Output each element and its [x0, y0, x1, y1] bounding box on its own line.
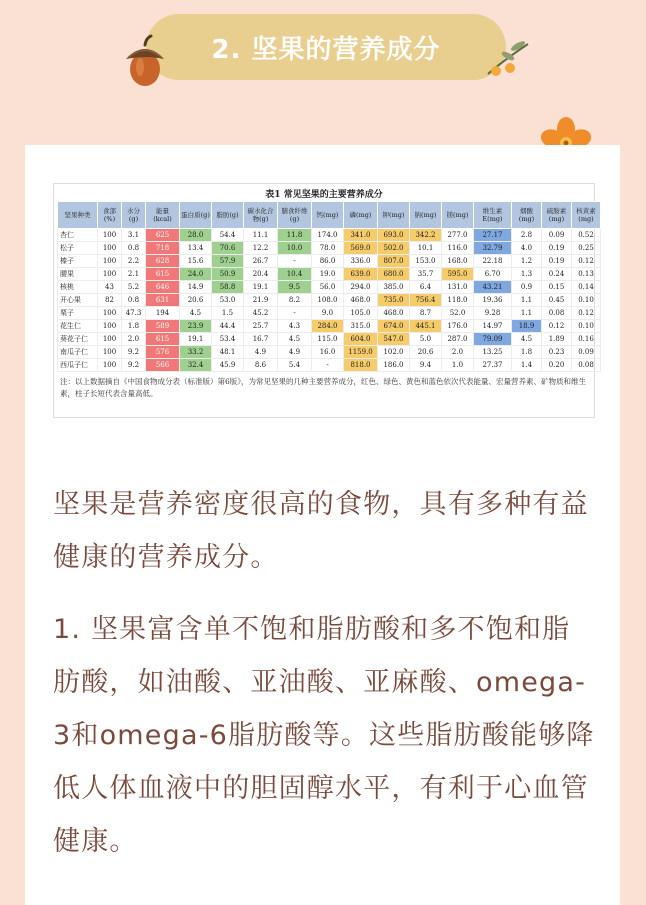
table-cell: 100: [98, 307, 122, 320]
table-cell: 9.2: [122, 346, 146, 359]
table-cell: 100: [98, 242, 122, 255]
paragraph-intro: 坚果是营养密度很高的食物，具有多种有益健康的营养成分。: [53, 489, 589, 573]
table-cell: 0.08: [542, 307, 572, 320]
table-cell: 100: [98, 268, 122, 281]
table-cell: 4.9: [244, 346, 278, 359]
table-row: [58, 255, 601, 268]
table-cell: 19.0: [312, 268, 344, 281]
table-cell: 468.0: [378, 307, 410, 320]
nut-name-cell: 榛子: [58, 255, 98, 268]
table-cell: 277.0: [442, 229, 474, 242]
table-header-cell: 烟酸(mg): [512, 202, 542, 229]
table-cell: 9.4: [410, 359, 442, 372]
table-cell: 21.9: [244, 294, 278, 307]
table-title: 表1 常见坚果的主要营养成分: [265, 190, 383, 200]
table-cell: 50.9: [212, 268, 244, 281]
table-cell: 718: [146, 242, 180, 255]
table-header-cell: 钾(mg): [378, 202, 410, 229]
table-cell: 45.9: [212, 359, 244, 372]
table-cell: 1.5: [212, 307, 244, 320]
table-cell: 9.0: [312, 307, 344, 320]
table-cell: 100: [98, 333, 122, 346]
table-cell: 0.14: [572, 281, 601, 294]
table-cell: 43.21: [474, 281, 512, 294]
table-cell: 10.4: [278, 268, 312, 281]
nutrition-table-image: [53, 183, 595, 418]
table-cell: 48.1: [212, 346, 244, 359]
table-cell: 58.8: [212, 281, 244, 294]
table-cell: 625: [146, 229, 180, 242]
table-cell: 569.0: [344, 242, 378, 255]
table-cell: -: [278, 307, 312, 320]
table-cell: 4.0: [512, 242, 542, 255]
table-cell: 52.0: [442, 307, 474, 320]
table-header-cell: 食部(%): [98, 202, 122, 229]
table-cell: 0.25: [572, 242, 601, 255]
table-cell: 0.9: [512, 281, 542, 294]
table-header-cell: 维生素E(mg): [474, 202, 512, 229]
table-cell: 194: [146, 307, 180, 320]
table-header-cell: 镁(mg): [442, 202, 474, 229]
table-cell: 27.37: [474, 359, 512, 372]
table-cell: 595.0: [442, 268, 474, 281]
table-header-cell: 蛋白质(g): [180, 202, 212, 229]
table-cell: 2.1: [122, 268, 146, 281]
table-cell: 8.7: [410, 307, 442, 320]
table-cell: 639.0: [344, 268, 378, 281]
table-cell: 33.2: [180, 346, 212, 359]
table-cell: 0.45: [542, 294, 572, 307]
table-row: [58, 333, 601, 346]
table-cell: 1.3: [512, 268, 542, 281]
table-cell: 0.09: [542, 229, 572, 242]
table-cell: 86.0: [312, 255, 344, 268]
table-cell: 1.0: [442, 359, 474, 372]
table-cell: 576: [146, 346, 180, 359]
table-cell: 4.9: [278, 346, 312, 359]
table-row: [58, 229, 601, 242]
table-header-cell: 脂肪(g): [212, 202, 244, 229]
table-cell: 566: [146, 359, 180, 372]
table-cell: 19.36: [474, 294, 512, 307]
nut-name-cell: 杏仁: [58, 229, 98, 242]
table-header-cell: 水分(g): [122, 202, 146, 229]
table-cell: 336.0: [344, 255, 378, 268]
table-cell: 2.2: [122, 255, 146, 268]
table-cell: 631: [146, 294, 180, 307]
section-title: 2. 坚果的营养成分: [211, 34, 441, 65]
table-cell: 108.0: [312, 294, 344, 307]
table-cell: 26.7: [244, 255, 278, 268]
table-cell: 19.1: [244, 281, 278, 294]
table-cell: 53.0: [212, 294, 244, 307]
table-cell: 4.5: [278, 333, 312, 346]
table-cell: 615: [146, 333, 180, 346]
table-cell: -: [278, 255, 312, 268]
table-cell: 818.0: [344, 359, 378, 372]
table-cell: 0.12: [542, 320, 572, 333]
table-cell: 1.2: [512, 255, 542, 268]
table-cell: 341.0: [344, 229, 378, 242]
table-cell: 693.0: [378, 229, 410, 242]
acorn-icon: [117, 33, 173, 89]
nut-name-cell: 西瓜子仁: [58, 359, 98, 372]
table-cell: 0.24: [542, 268, 572, 281]
table-cell: 28.0: [180, 229, 212, 242]
nut-name-cell: 花生仁: [58, 320, 98, 333]
table-cell: 4.5: [180, 307, 212, 320]
table-cell: 0.09: [572, 346, 601, 359]
table-cell: 628: [146, 255, 180, 268]
table-cell: 1.1: [512, 294, 542, 307]
table-cell: 735.0: [378, 294, 410, 307]
table-header-cell: 钙(mg): [312, 202, 344, 229]
table-cell: 0.12: [572, 255, 601, 268]
table-cell: 24.0: [180, 268, 212, 281]
table-cell: 35.7: [410, 268, 442, 281]
table-cell: 12.2: [244, 242, 278, 255]
table-cell: 284.0: [312, 320, 344, 333]
table-header-cell: 能量(kcal): [146, 202, 180, 229]
table-cell: 174.0: [312, 229, 344, 242]
table-cell: 0.52: [572, 229, 601, 242]
table-cell: 0.19: [542, 255, 572, 268]
table-cell: 79.09: [474, 333, 512, 346]
table-cell: 445.1: [410, 320, 442, 333]
table-header-cell: 膳食纤维(g): [278, 202, 312, 229]
table-cell: 807.0: [378, 255, 410, 268]
table-cell: 16.7: [244, 333, 278, 346]
table-cell: 20.6: [410, 346, 442, 359]
table-cell: 16.0: [312, 346, 344, 359]
table-cell: 1.8: [512, 346, 542, 359]
table-cell: 4.3: [278, 320, 312, 333]
table-cell: 44.4: [212, 320, 244, 333]
table-cell: 0.13: [572, 268, 601, 281]
table-cell: 547.0: [378, 333, 410, 346]
table-cell: 100: [98, 229, 122, 242]
table-cell: 116.0: [442, 242, 474, 255]
table-cell: 0.20: [542, 359, 572, 372]
table-cell: 9.5: [278, 281, 312, 294]
table-cell: 20.4: [244, 268, 278, 281]
table-cell: 315.0: [344, 320, 378, 333]
table-header-cell: 碳水化合物(g): [244, 202, 278, 229]
table-cell: 342.2: [410, 229, 442, 242]
branch-icon: [482, 36, 532, 82]
table-cell: 10.0: [278, 242, 312, 255]
table-cell: 4.5: [512, 333, 542, 346]
table-cell: 100: [98, 320, 122, 333]
table-cell: 0.8: [122, 242, 146, 255]
table-cell: 0.19: [542, 242, 572, 255]
table-row: [58, 346, 601, 359]
table-header-cell: 磷(mg): [344, 202, 378, 229]
table-cell: 9.2: [122, 359, 146, 372]
table-cell: -: [312, 359, 344, 372]
nut-name-cell: 核桃: [58, 281, 98, 294]
table-cell: 10.1: [410, 242, 442, 255]
table-cell: 615: [146, 268, 180, 281]
table-cell: 131.0: [442, 281, 474, 294]
table-cell: 385.0: [378, 281, 410, 294]
nut-name-cell: 开心果: [58, 294, 98, 307]
table-row: [58, 242, 601, 255]
table-header-cell: 钠(mg): [410, 202, 442, 229]
table-cell: 53.4: [212, 333, 244, 346]
table-cell: 9.28: [474, 307, 512, 320]
table-cell: 118.0: [442, 294, 474, 307]
table-row: [58, 359, 601, 372]
table-cell: 8.2: [278, 294, 312, 307]
table-cell: 0.15: [542, 281, 572, 294]
table-cell: 18.9: [512, 320, 542, 333]
table-cell: 0.08: [572, 359, 601, 372]
table-cell: 32.79: [474, 242, 512, 255]
table-cell: 105.0: [344, 307, 378, 320]
nut-name-cell: 松子: [58, 242, 98, 255]
table-cell: 0.8: [122, 294, 146, 307]
table-cell: 13.4: [180, 242, 212, 255]
table-cell: 2.0: [442, 346, 474, 359]
nut-name-cell: 南瓜子仁: [58, 346, 98, 359]
table-cell: 6.70: [474, 268, 512, 281]
table-cell: 56.0: [312, 281, 344, 294]
nut-name-cell: 腰果: [58, 268, 98, 281]
table-row: [58, 294, 601, 307]
table-cell: 5.2: [122, 281, 146, 294]
table-cell: 674.0: [378, 320, 410, 333]
table-cell: 502.0: [378, 242, 410, 255]
table-cell: 287.0: [442, 333, 474, 346]
table-cell: 1.1: [512, 307, 542, 320]
table-row: [58, 281, 601, 294]
table-cell: 1.4: [512, 359, 542, 372]
table-note: 注：以上数据摘自《中国食物成分表（标准版）第6版》，为常见坚果的几种主要营养成分，红色、绿色、黄色和蓝色依次代表能量、宏量营养素、矿物质和维生素，柱子长短代表含量高低。: [60, 377, 587, 398]
table-cell: 0.16: [572, 333, 601, 346]
table-cell: 0.10: [572, 294, 601, 307]
table-row: [58, 320, 601, 333]
table-cell: 15.6: [180, 255, 212, 268]
table-cell: 27.17: [474, 229, 512, 242]
table-cell: 2.0: [122, 333, 146, 346]
table-cell: 57.9: [212, 255, 244, 268]
table-cell: 604.0: [344, 333, 378, 346]
table-cell: 43: [98, 281, 122, 294]
table-cell: 1.8: [122, 320, 146, 333]
table-cell: 1159.0: [344, 346, 378, 359]
table-cell: 19.1: [180, 333, 212, 346]
table-cell: 5.0: [410, 333, 442, 346]
table-cell: 589: [146, 320, 180, 333]
table-cell: 186.0: [378, 359, 410, 372]
table-cell: 1.89: [542, 333, 572, 346]
table-cell: 5.4: [278, 359, 312, 372]
table-cell: 2.8: [512, 229, 542, 242]
table-cell: 0.23: [542, 346, 572, 359]
table-cell: 100: [98, 359, 122, 372]
table-header-cell: 核黄素(mg): [572, 202, 601, 229]
table-cell: 468.0: [344, 294, 378, 307]
table-cell: 45.2: [244, 307, 278, 320]
table-cell: 25.7: [244, 320, 278, 333]
table-cell: 11.8: [278, 229, 312, 242]
table-cell: 0.12: [572, 307, 601, 320]
nut-name-cell: 葵花子仁: [58, 333, 98, 346]
table-cell: 756.4: [410, 294, 442, 307]
table-cell: 680.0: [378, 268, 410, 281]
table-cell: 294.0: [344, 281, 378, 294]
table-cell: 32.4: [180, 359, 212, 372]
table-row: [58, 307, 601, 320]
table-cell: 646: [146, 281, 180, 294]
table-cell: 153.0: [410, 255, 442, 268]
table-cell: 115.0: [312, 333, 344, 346]
table-cell: 47.3: [122, 307, 146, 320]
nutrition-table: [57, 201, 601, 372]
table-cell: 3.1: [122, 229, 146, 242]
table-cell: 78.0: [312, 242, 344, 255]
table-cell: 0.10: [572, 320, 601, 333]
table-cell: 14.9: [180, 281, 212, 294]
table-cell: 11.1: [244, 229, 278, 242]
table-cell: 20.6: [180, 294, 212, 307]
table-cell: 100: [98, 255, 122, 268]
table-cell: 8.6: [244, 359, 278, 372]
table-cell: 14.97: [474, 320, 512, 333]
table-row: [58, 268, 601, 281]
table-cell: 23.9: [180, 320, 212, 333]
section-title-banner: [146, 14, 506, 80]
table-cell: 168.0: [442, 255, 474, 268]
table-cell: 13.25: [474, 346, 512, 359]
table-cell: 176.0: [442, 320, 474, 333]
table-cell: 22.18: [474, 255, 512, 268]
table-header-cell: 坚果种类: [58, 202, 98, 229]
table-cell: 100: [98, 346, 122, 359]
paragraph-fatty-acids: 1. 坚果富含单不饱和脂肪酸和多不饱和脂肪酸，如油酸、亚油酸、亚麻酸、omega-3和omega-6脂肪酸等。这些脂肪酸能够降低人体血液中的胆固醇水平，有利于心血管健康。: [53, 614, 595, 857]
table-cell: 82: [98, 294, 122, 307]
table-cell: 6.4: [410, 281, 442, 294]
table-cell: 54.4: [212, 229, 244, 242]
table-cell: 102.0: [378, 346, 410, 359]
table-header-cell: 硫胺素(mg): [542, 202, 572, 229]
table-cell: 70.6: [212, 242, 244, 255]
nut-name-cell: 栗子: [58, 307, 98, 320]
